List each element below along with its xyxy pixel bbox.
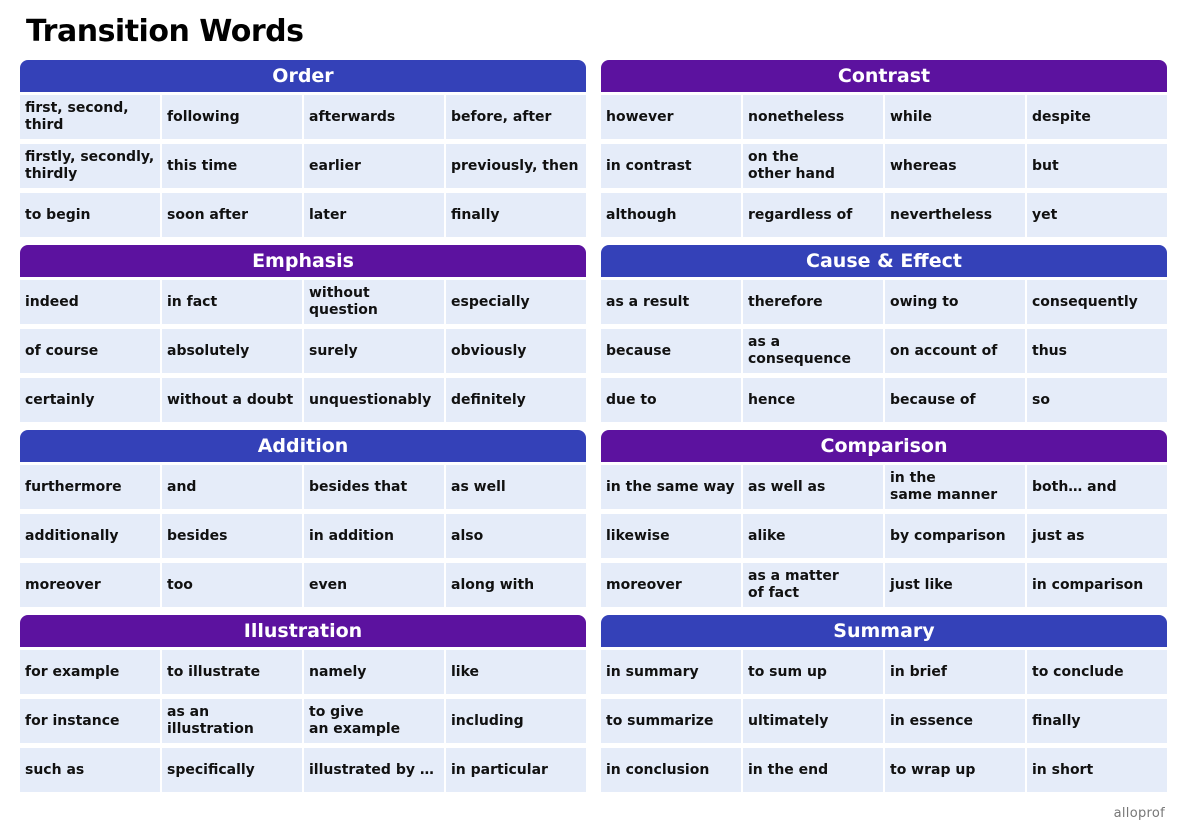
section-heading: Cause & Effect bbox=[601, 245, 1167, 277]
word-cell: despite bbox=[1027, 95, 1167, 139]
page-title: Transition Words bbox=[26, 14, 304, 49]
word-cell: indeed bbox=[20, 280, 160, 324]
word-cell: like bbox=[446, 650, 586, 694]
section-contrast bbox=[601, 60, 1167, 237]
word-cell: finally bbox=[446, 193, 586, 237]
section-heading: Order bbox=[20, 60, 586, 92]
word-cell: on the other hand bbox=[743, 144, 883, 188]
word-cell: in particular bbox=[446, 748, 586, 792]
word-cells bbox=[601, 465, 1167, 607]
word-cell: before, after bbox=[446, 95, 586, 139]
word-cell: in contrast bbox=[601, 144, 741, 188]
word-cell: in comparison bbox=[1027, 563, 1167, 607]
section-summary bbox=[601, 615, 1167, 792]
word-cell: as a matter of fact bbox=[743, 563, 883, 607]
word-cell: whereas bbox=[885, 144, 1025, 188]
section-illustration bbox=[20, 615, 586, 792]
word-cell: although bbox=[601, 193, 741, 237]
word-cell: earlier bbox=[304, 144, 444, 188]
word-cell: alike bbox=[743, 514, 883, 558]
section-comparison bbox=[601, 430, 1167, 607]
section-heading: Addition bbox=[20, 430, 586, 462]
word-cell: likewise bbox=[601, 514, 741, 558]
section-heading: Comparison bbox=[601, 430, 1167, 462]
word-cell: to sum up bbox=[743, 650, 883, 694]
word-cell: besides bbox=[162, 514, 302, 558]
word-cell: namely bbox=[304, 650, 444, 694]
word-cells bbox=[601, 95, 1167, 237]
section-order bbox=[20, 60, 586, 237]
word-cell: due to bbox=[601, 378, 741, 422]
word-cell: to give an example bbox=[304, 699, 444, 743]
word-cell: in essence bbox=[885, 699, 1025, 743]
word-cell: following bbox=[162, 95, 302, 139]
word-cell: including bbox=[446, 699, 586, 743]
word-cell: previously, then bbox=[446, 144, 586, 188]
word-cell: additionally bbox=[20, 514, 160, 558]
word-cell: afterwards bbox=[304, 95, 444, 139]
word-cell: furthermore bbox=[20, 465, 160, 509]
section-heading: Emphasis bbox=[20, 245, 586, 277]
word-cell: just as bbox=[1027, 514, 1167, 558]
word-cell: to summarize bbox=[601, 699, 741, 743]
word-cell: owing to bbox=[885, 280, 1025, 324]
word-cell: specifically bbox=[162, 748, 302, 792]
section-cause-effect bbox=[601, 245, 1167, 422]
word-cell: finally bbox=[1027, 699, 1167, 743]
word-cells bbox=[20, 465, 586, 607]
word-cell: to begin bbox=[20, 193, 160, 237]
word-cell: hence bbox=[743, 378, 883, 422]
word-cell: however bbox=[601, 95, 741, 139]
word-cell: certainly bbox=[20, 378, 160, 422]
word-cell: moreover bbox=[20, 563, 160, 607]
word-cell: soon after bbox=[162, 193, 302, 237]
word-cell: as a consequence bbox=[743, 329, 883, 373]
word-cells bbox=[20, 280, 586, 422]
word-cell: thus bbox=[1027, 329, 1167, 373]
word-cell: later bbox=[304, 193, 444, 237]
section-emphasis bbox=[20, 245, 586, 422]
word-cell: too bbox=[162, 563, 302, 607]
word-cell: even bbox=[304, 563, 444, 607]
word-cell: along with bbox=[446, 563, 586, 607]
section-heading: Summary bbox=[601, 615, 1167, 647]
word-cell: but bbox=[1027, 144, 1167, 188]
word-cell: of course bbox=[20, 329, 160, 373]
word-cell: as an illustration bbox=[162, 699, 302, 743]
word-cell: unquestionably bbox=[304, 378, 444, 422]
word-cell: ultimately bbox=[743, 699, 883, 743]
word-cell: in fact bbox=[162, 280, 302, 324]
word-cell: in brief bbox=[885, 650, 1025, 694]
word-cell: moreover bbox=[601, 563, 741, 607]
word-cell: without question bbox=[304, 280, 444, 324]
word-cell: because of bbox=[885, 378, 1025, 422]
word-cell: especially bbox=[446, 280, 586, 324]
section-heading: Contrast bbox=[601, 60, 1167, 92]
word-cell: yet bbox=[1027, 193, 1167, 237]
word-cell: obviously bbox=[446, 329, 586, 373]
brand-logo: alloprof bbox=[1113, 806, 1165, 821]
word-cell: in conclusion bbox=[601, 748, 741, 792]
word-cell: in short bbox=[1027, 748, 1167, 792]
word-cell: first, second, third bbox=[20, 95, 160, 139]
word-cell: nonetheless bbox=[743, 95, 883, 139]
word-cell: in addition bbox=[304, 514, 444, 558]
word-cell: as well bbox=[446, 465, 586, 509]
word-cell: illustrated by … bbox=[304, 748, 444, 792]
word-cell: on account of bbox=[885, 329, 1025, 373]
word-cell: absolutely bbox=[162, 329, 302, 373]
word-cell: firstly, secondly, thirdly bbox=[20, 144, 160, 188]
word-cell: definitely bbox=[446, 378, 586, 422]
word-cell: while bbox=[885, 95, 1025, 139]
word-cell: by comparison bbox=[885, 514, 1025, 558]
word-cell: also bbox=[446, 514, 586, 558]
word-cell: to wrap up bbox=[885, 748, 1025, 792]
word-cell: therefore bbox=[743, 280, 883, 324]
word-cell: to conclude bbox=[1027, 650, 1167, 694]
word-cell: so bbox=[1027, 378, 1167, 422]
word-cell: for example bbox=[20, 650, 160, 694]
word-cells bbox=[601, 650, 1167, 792]
word-cell: without a doubt bbox=[162, 378, 302, 422]
word-cell: regardless of bbox=[743, 193, 883, 237]
word-cell: consequently bbox=[1027, 280, 1167, 324]
word-cell: to illustrate bbox=[162, 650, 302, 694]
sections-grid bbox=[20, 60, 1167, 792]
word-cell: besides that bbox=[304, 465, 444, 509]
word-cells bbox=[601, 280, 1167, 422]
word-cell: such as bbox=[20, 748, 160, 792]
word-cell: both… and bbox=[1027, 465, 1167, 509]
word-cells bbox=[20, 95, 586, 237]
word-cell: in summary bbox=[601, 650, 741, 694]
word-cells bbox=[20, 650, 586, 792]
word-cell: and bbox=[162, 465, 302, 509]
word-cell: in the end bbox=[743, 748, 883, 792]
word-cell: in the same manner bbox=[885, 465, 1025, 509]
word-cell: for instance bbox=[20, 699, 160, 743]
section-addition bbox=[20, 430, 586, 607]
word-cell: because bbox=[601, 329, 741, 373]
section-heading: Illustration bbox=[20, 615, 586, 647]
word-cell: as well as bbox=[743, 465, 883, 509]
word-cell: this time bbox=[162, 144, 302, 188]
word-cell: nevertheless bbox=[885, 193, 1025, 237]
word-cell: surely bbox=[304, 329, 444, 373]
word-cell: as a result bbox=[601, 280, 741, 324]
word-cell: just like bbox=[885, 563, 1025, 607]
word-cell: in the same way bbox=[601, 465, 741, 509]
